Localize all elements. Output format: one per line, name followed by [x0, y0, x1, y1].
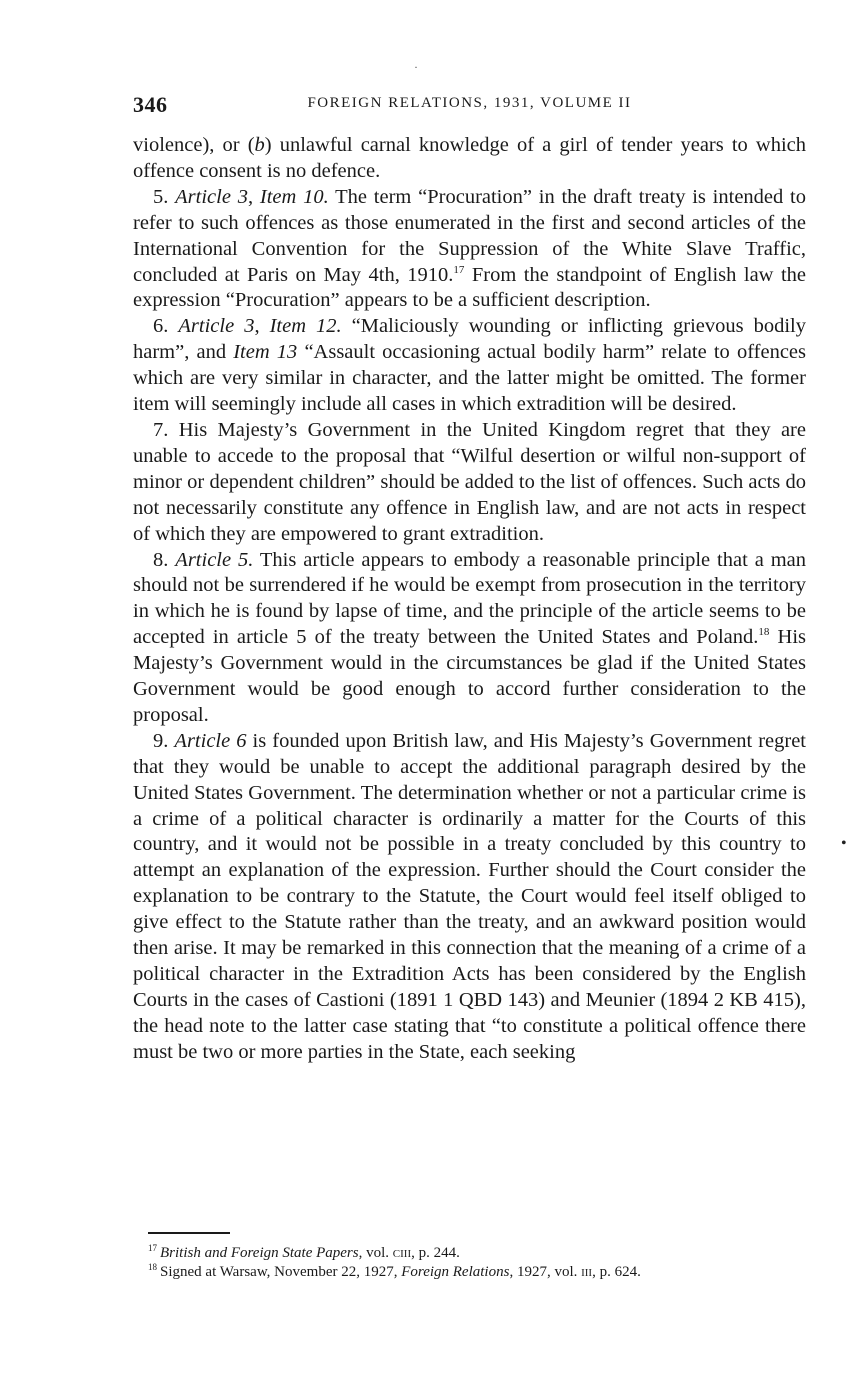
paragraph-item-7: 7. His Majesty’s Government in the United Kingdom regret that they are unable to accede to the proposal that “Wilful desertion or wilful non-support of minor or dependent children” should be added to the list of offences. Such acts do not necessarily constitute any offence in English law, and are not acts in respect of which they are empowered to grant extradition.: [133, 418, 806, 545]
paragraph-item-9: 9. Article 6 is founded upon British law, and His Majesty’s Government regret that they would be unable to accept the additional paragraph desired by the United States Government. The determination whether or not a particular crime is a crime of a political character is ordinarily a matter for the Courts of this country, and it would not be possible in a treaty concluded by this country to attempt an explanation of the expression. Further should the Court consider the explanation to be contrary to the Statute, the Court would feel itself obliged to give effect to the Statute rather than the treaty, and an awkward position would then arise. It may be remarked in this connection that the meaning of a crime of a political character in the Extradition Acts has been considered by the English Courts in the cases of Castioni (1891 1 QBD 143) and Meunier (1894 2 KB 415), the head note to the latter case stating that “to constitute a political offence there must be two or more parties in the State, each seeking: [133, 729, 806, 1063]
roman-numeral: iii: [581, 1264, 593, 1280]
body-text: [133, 133, 806, 1066]
italic-text: Article 3: [178, 315, 255, 338]
italic-text: Article 6: [174, 729, 247, 752]
roman-numeral: ciii: [392, 1245, 412, 1261]
italic-text: Article 3: [175, 185, 248, 208]
footnote-divider: [148, 1232, 230, 1234]
running-head: FOREIGN RELATIONS, 1931, VOLUME II: [307, 95, 632, 111]
page-header: [133, 92, 806, 118]
italic-text: Article 5.: [175, 548, 254, 571]
paragraph-item-6: 6. Article 3, Item 12. “Maliciously wounding or inflicting grievous bodily harm”, and Item 13 “Assault occasioning actual bodily harm” relate to offences which are very similar in character, and the latter might be omitted. The former item will seemingly include all cases in which extradition will be desired.: [133, 315, 807, 416]
footnote-18: $^{18}$ Signed at Warsaw, November 22, 1927, Foreign Relations, 1927, vol. iii, p. 624.: [148, 1262, 641, 1280]
italic-text: Item 12.: [269, 315, 342, 338]
footnotes: [148, 1244, 808, 1282]
paragraph-item-8: 8. Article 5. This article appears to embody a reasonable principle that a man should not be surrendered if he would be exempt from prosecution in the territory in which he is found by lapse of time, and the principle of the article seems to be accepted in article 5 of the treaty between the United States and Poland.$^{18}$ His Majesty’s Government would in the circumstances be glad if the United States Government would be good enough to accord further consideration to the proposal.: [133, 548, 806, 726]
italic-text: b: [254, 134, 265, 156]
footnote-mark: 18: [148, 1262, 157, 1272]
italic-text: Item 10.: [259, 185, 329, 208]
italic-text: Item 13: [233, 341, 298, 364]
italic-text: British and Foreign State Papers: [160, 1245, 359, 1261]
scan-speck: •: [841, 835, 847, 852]
paragraph-continuation: violence), or (b) unlawful carnal knowledge of a girl of tender years to which offence consent is no defence.: [133, 134, 807, 182]
footnote-mark: 17: [148, 1243, 157, 1253]
paragraph-item-5: 5. Article 3, Item 10. The term “Procuration” in the draft treaty is intended to refer to such offences as those enumerated in the first and second articles of the International Convention for the Suppression of the White Slave Traffic, concluded at Paris on May 4th, 1910.17 From the standpoint of English law the expression “Procuration” appears to be a sufficient description.: [133, 185, 806, 312]
italic-text: Foreign Relations: [401, 1264, 510, 1280]
footnote-reference: 18: [758, 626, 770, 639]
footnote-17: $^{17}$ British and Foreign State Papers, vol. ciii, p. 244.: [148, 1243, 460, 1261]
footnote-reference: 17: [453, 263, 465, 276]
page-number: 346: [133, 92, 168, 117]
scan-speck: ·: [414, 60, 418, 74]
